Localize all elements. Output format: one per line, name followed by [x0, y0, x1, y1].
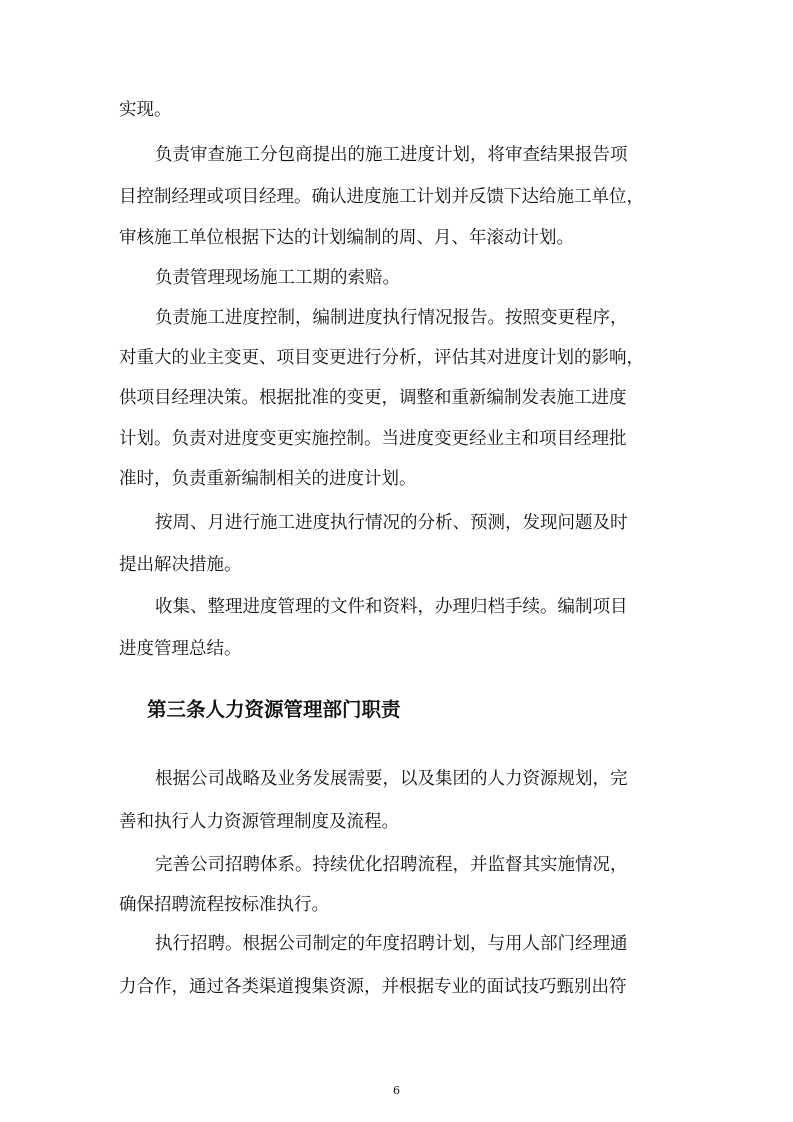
paragraph-line: 提出解决措施。: [119, 555, 242, 575]
paragraph-line: 对重大的业主变更、项目变更进行分析，评估其对进度计划的影响，: [119, 348, 644, 368]
paragraph-line: 准时，负责重新编制相关的进度计划。: [119, 469, 417, 489]
paragraph-line: 目控制经理或项目经理。确认进度施工计划并反馈下达给施工单位，: [119, 187, 644, 207]
paragraph-line: 审核施工单位根据下达的计划编制的周、月、年滚动计划。: [119, 228, 574, 248]
paragraph-line: 负责审查施工分包商提出的施工进度计划，将审查结果报告项: [155, 145, 628, 165]
paragraph-line: 负责管理现场施工工期的索赔。: [155, 268, 400, 288]
paragraph-line: 完善公司招聘体系。持续优化招聘流程，并监督其实施情况，: [155, 855, 628, 875]
paragraph-line: 负责施工进度控制，编制进度执行情况报告。按照变更程序，: [155, 308, 628, 328]
section-heading: 第三条人力资源管理部门职责: [147, 698, 401, 721]
paragraph-line: 供项目经理决策。根据批准的变更，调整和重新编制发表施工进度: [119, 388, 627, 408]
paragraph-line: 收集、整理进度管理的文件和资料，办理归档手续。编制项目: [155, 597, 628, 617]
paragraph-line: 按周、月进行施工进度执行情况的分析、预测，发现问题及时: [155, 513, 628, 533]
paragraph-line: 善和执行人力资源管理制度及流程。: [119, 812, 399, 832]
paragraph-line: 力合作，通过各类渠道搜集资源，并根据专业的面试技巧甄别出符: [119, 977, 627, 997]
paragraph-line: 执行招聘。根据公司制定的年度招聘计划，与用人部门经理通: [155, 934, 628, 954]
paragraph-line: 进度管理总结。: [119, 639, 242, 659]
paragraph-line: 根据公司战略及业务发展需要，以及集团的人力资源规划，完: [155, 769, 628, 789]
paragraph-line: 计划。负责对进度变更实施控制。当进度变更经业主和项目经理批: [119, 429, 627, 449]
paragraph-line: 实现。: [119, 100, 172, 120]
page-number: 6: [393, 1084, 400, 1097]
paragraph-line: 确保招聘流程按标准执行。: [119, 895, 329, 915]
